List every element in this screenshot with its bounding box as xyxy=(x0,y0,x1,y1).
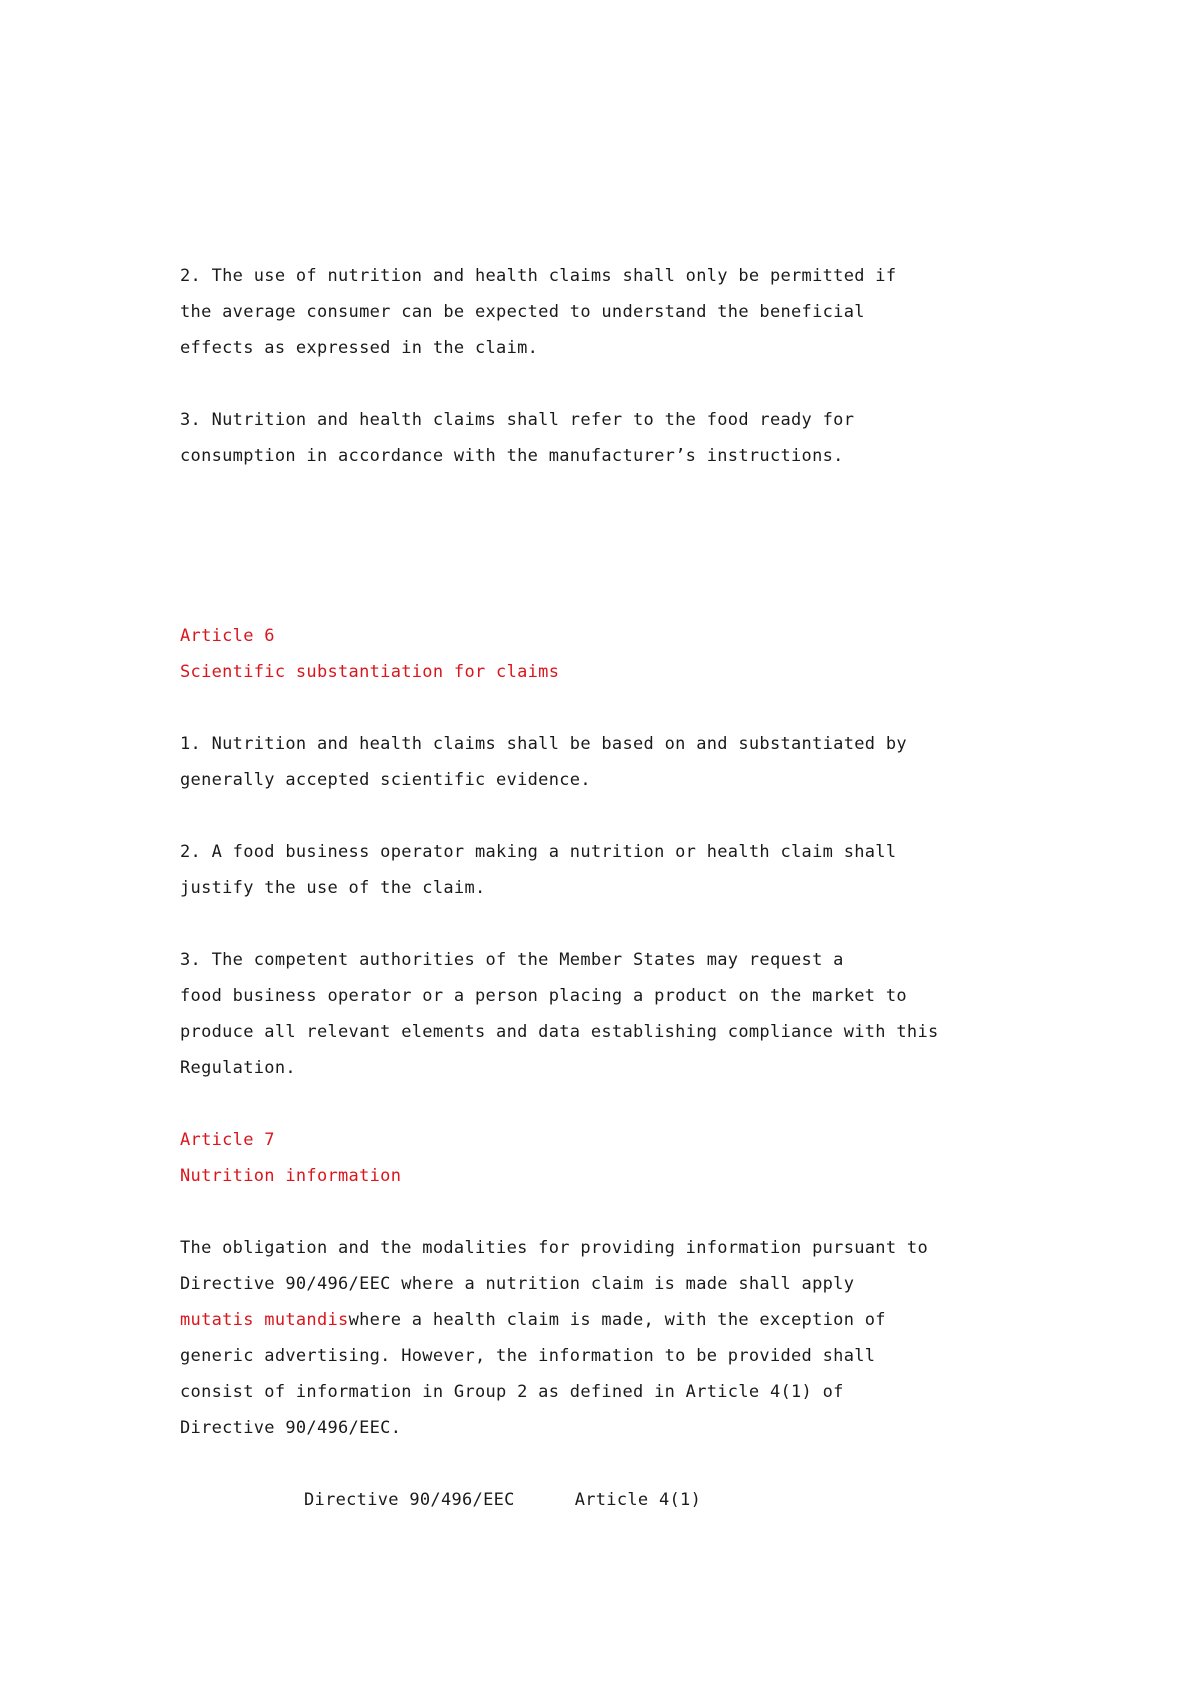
text-line: generally accepted scientific evidence. xyxy=(180,770,591,790)
text-line: consist of information in Group 2 as defined in Article 4(1) of xyxy=(180,1382,844,1402)
article7-heading: Article 7 xyxy=(180,1130,275,1150)
text-line: effects as expressed in the claim. xyxy=(180,338,539,358)
article6-subheading: Scientific substantiation for claims xyxy=(180,662,560,682)
reference-line xyxy=(180,1482,940,1518)
text-line: generic advertising. However, the information to be provided shall xyxy=(180,1346,876,1366)
article6-heading: Article 6 xyxy=(180,626,275,646)
text-line: food business operator or a person placing a product on the market to xyxy=(180,986,907,1006)
text-line: 3. The competent authorities of the Member States may request a xyxy=(180,950,844,970)
text-line: the average consumer can be expected to understand the beneficial xyxy=(180,302,865,322)
text-line: consumption in accordance with the manufacturer’s instructions. xyxy=(180,446,844,466)
text-line: Directive 90/496/EEC where a nutrition claim is made shall apply xyxy=(180,1274,855,1294)
text-line: 1. Nutrition and health claims shall be based on and substantiated by xyxy=(180,734,907,754)
article6-paragraph-2 xyxy=(180,834,940,906)
text-line: justify the use of the claim. xyxy=(180,878,486,898)
reference-directive: Directive 90/496/EEC xyxy=(304,1490,515,1510)
text-fragment: where a health claim is made, with the exception of xyxy=(348,1310,886,1330)
text-line: Directive 90/496/EEC. xyxy=(180,1418,402,1438)
text-line: Regulation. xyxy=(180,1058,296,1078)
article5-paragraph-3 xyxy=(180,402,940,474)
text-line: produce all relevant elements and data establishing compliance with this xyxy=(180,1022,939,1042)
article7-paragraph xyxy=(180,1230,940,1446)
article6-paragraph-1 xyxy=(180,726,940,798)
text-line: 2. The use of nutrition and health claims shall only be permitted if xyxy=(180,266,897,286)
text-line: The obligation and the modalities for providing information pursuant to xyxy=(180,1238,928,1258)
article6-paragraph-3 xyxy=(180,942,940,1086)
text-line: 2. A food business operator making a nutrition or health claim shall xyxy=(180,842,897,862)
document-body xyxy=(180,258,940,1518)
text-line-with-latin xyxy=(180,1302,940,1338)
reference-article: Article 4(1) xyxy=(574,1490,702,1510)
article5-paragraph-2 xyxy=(180,258,940,366)
article7-subheading: Nutrition information xyxy=(180,1166,402,1186)
text-line: 3. Nutrition and health claims shall refer to the food ready for xyxy=(180,410,855,430)
latin-phrase: mutatis mutandis xyxy=(180,1310,349,1330)
